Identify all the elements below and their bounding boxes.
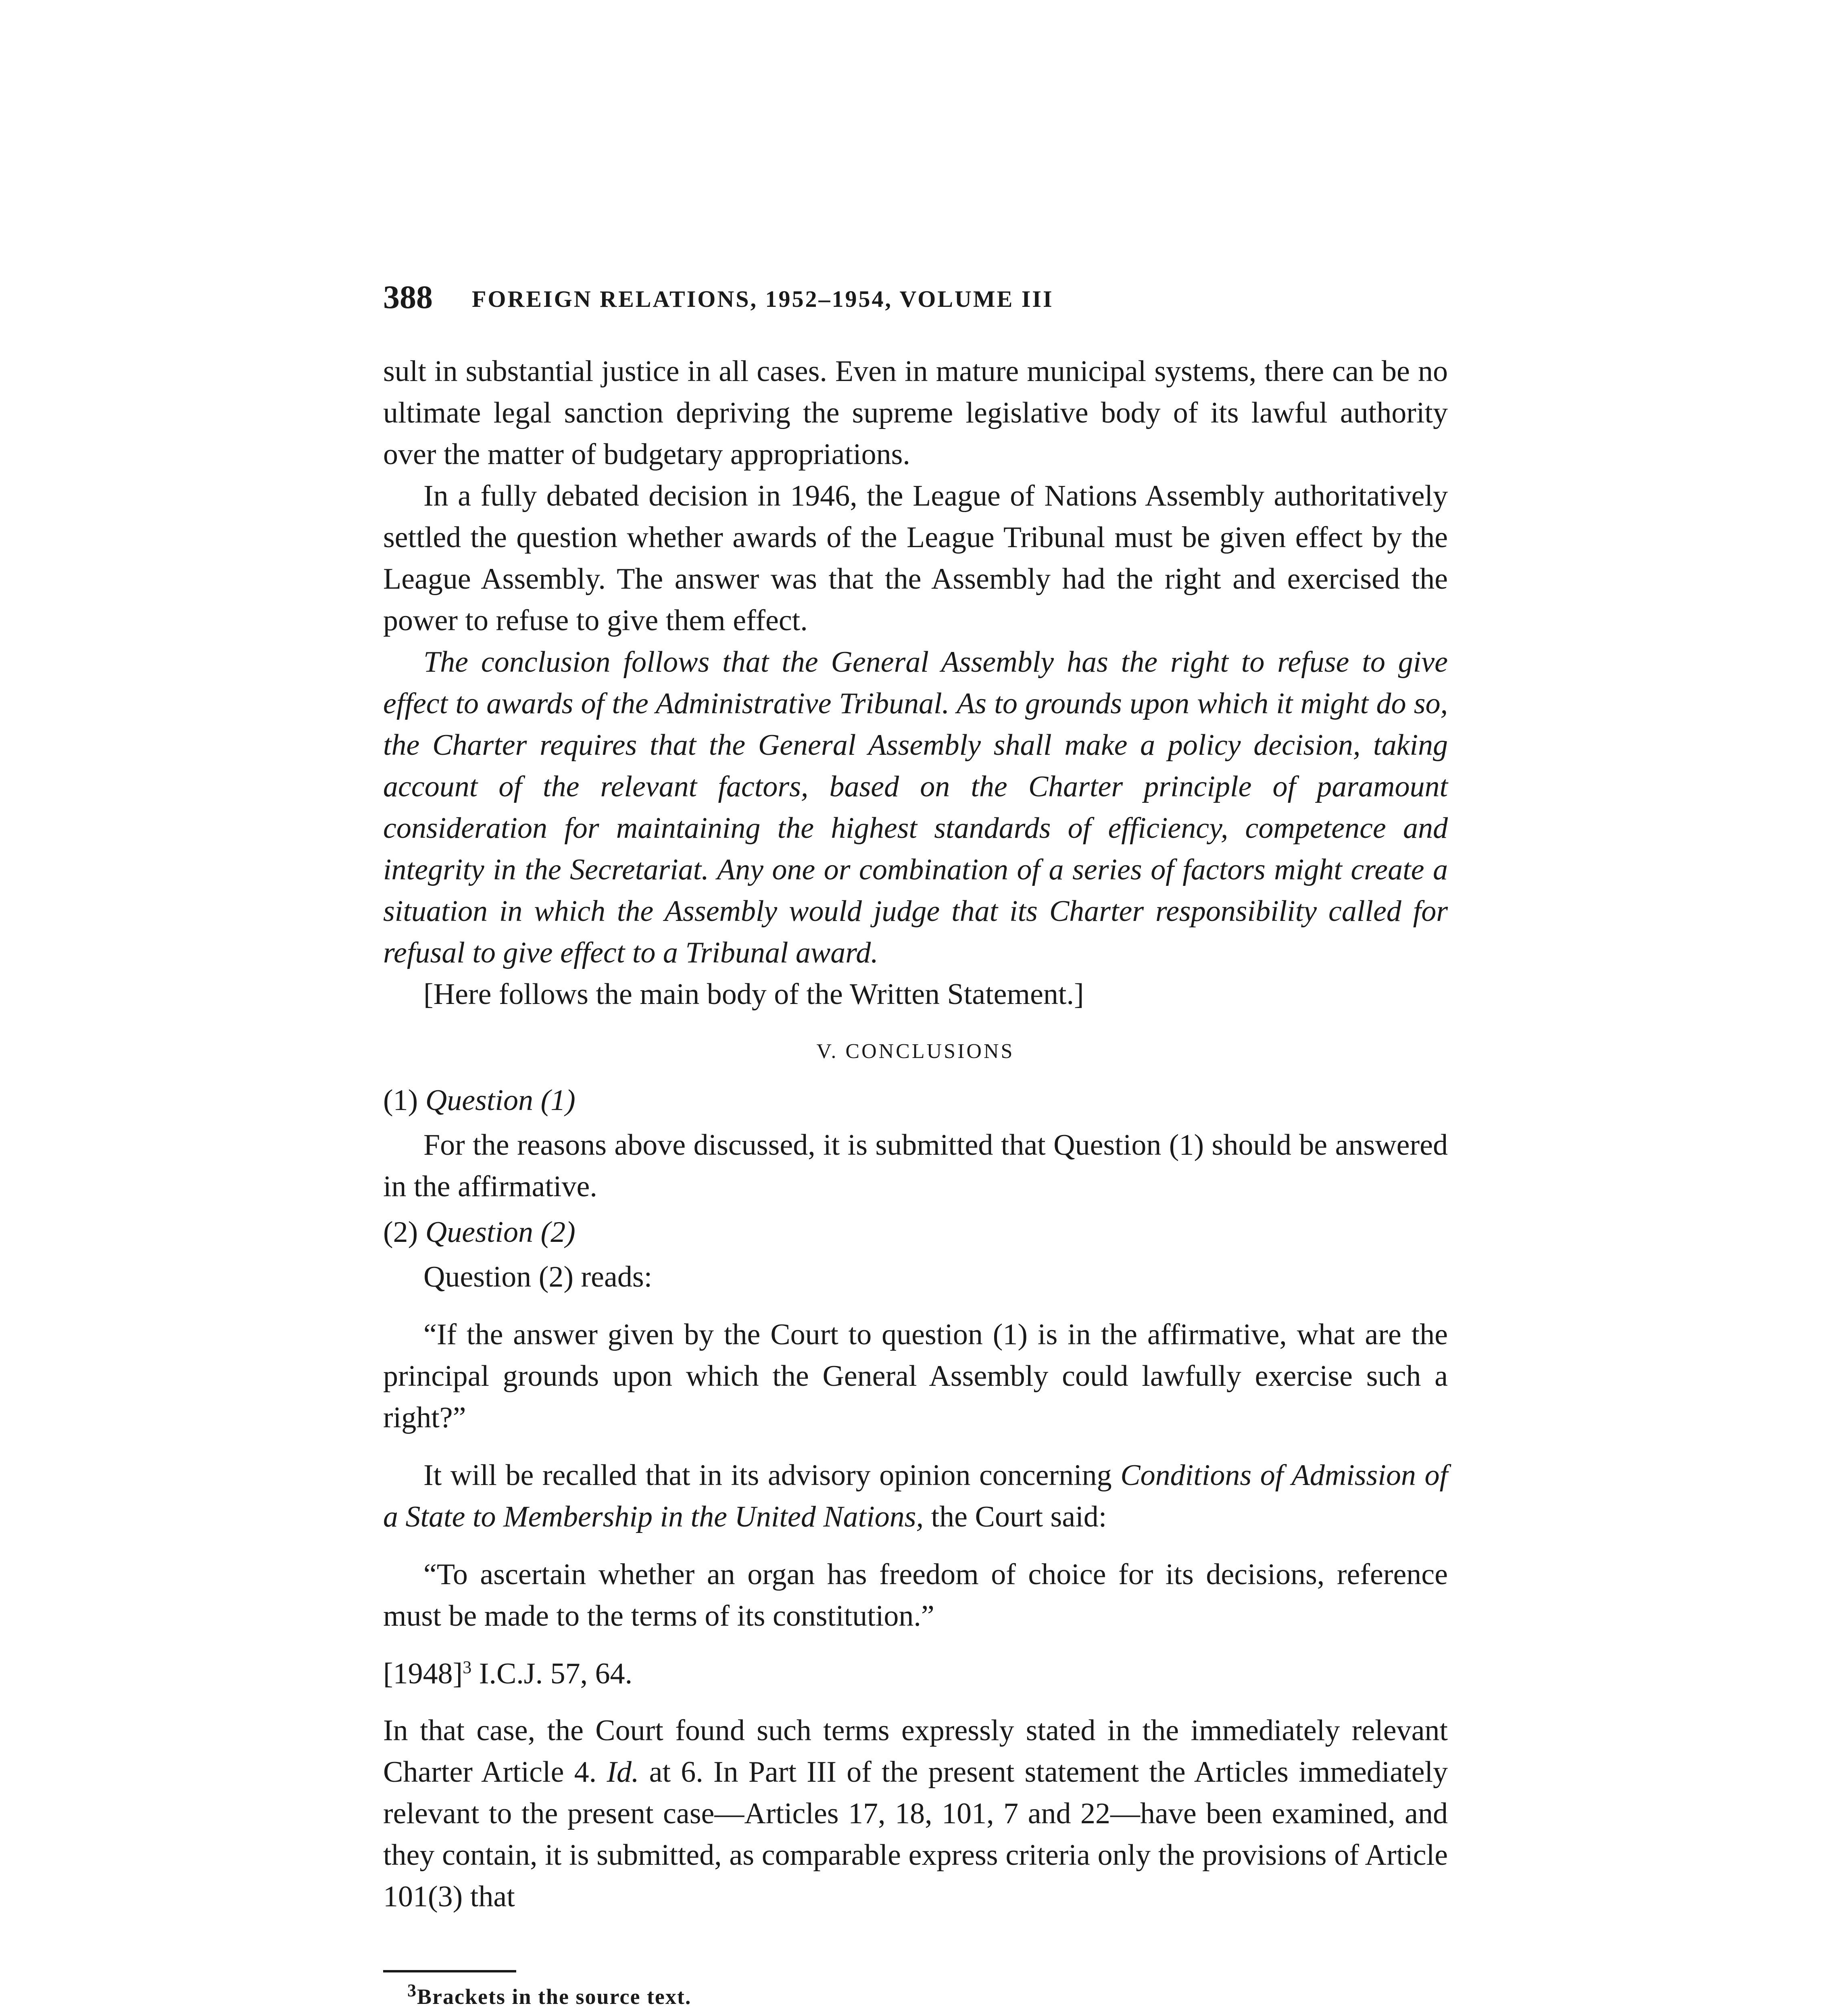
running-header — [383, 278, 1448, 327]
question-1-heading — [383, 1080, 1448, 1121]
question-1-number: (1) — [383, 1084, 418, 1117]
document-page — [383, 278, 1448, 2013]
paragraph-league-decision: In a fully debated decision in 1946, the League of Nations Assembly authoritatively settled the question whether awards of the League Tribunal must be given effect by the League Assembly. The answer was that the Assembly had the right and exercised the power to refuse to give them effect. — [383, 479, 1448, 637]
question-2-heading — [383, 1212, 1448, 1253]
footnote-divider — [383, 1970, 516, 1972]
paragraph-final — [383, 1710, 1448, 1918]
citation-reporter: I.C.J. 57, 64. — [479, 1657, 633, 1690]
question-1-label: Question (1) — [425, 1084, 576, 1117]
final-id: Id. — [607, 1756, 639, 1789]
section-heading-conclusions: V. CONCLUSIONS — [816, 1040, 1015, 1063]
court-quote: “To ascertain whether an organ has freedom of choice for its decisions, reference must be made to the terms of its constitution.” — [383, 1558, 1448, 1633]
footnote-reference: 3 — [463, 1657, 472, 1677]
footnote-text: Brackets in the source text. — [417, 1985, 692, 2009]
case-title: Conditions of Admission of a State to Membership in the United Nations, — [383, 1459, 1448, 1533]
question-2-intro: Question (2) reads: — [423, 1260, 653, 1293]
recall-text-start: It will be recalled that in its advisory opinion concerning — [423, 1459, 1112, 1492]
citation-year: [1948] — [383, 1657, 463, 1690]
footnote — [383, 1981, 1448, 2013]
page-number: 388 — [383, 279, 433, 315]
paragraph-continuation: sult in substantial justice in all cases. Even in mature municipal systems, there can be no ultimate legal sanction depriving the supreme legislative body of its lawful authority over the matter of budgetary appropriations. — [383, 355, 1448, 471]
final-text-start: In that case, the Court found such terms expressly stated in the immediately relevant Charter Article 4. — [383, 1714, 1448, 1789]
final-text-end: at 6. In Part III of the present statement the Articles immediately relevant to the present case—Articles 17, 18, 101, 7 and 22—have been examined, and they contain, it is submitted, as comparable express criteria only the provisions of Article 101(3) that — [383, 1756, 1448, 1913]
footnote-mark: 3 — [407, 1981, 417, 2000]
question-1-text: For the reasons above discussed, it is submitted that Question (1) should be answered in the affirmative. — [383, 1129, 1448, 1203]
paragraph-recall — [383, 1455, 1448, 1538]
paragraph-conclusion-italic: The conclusion follows that the General Assembly has the right to refuse to give effect to awards of the Administrative Tribunal. As to grounds upon which it might do so, the Charter requires that the General Assembly shall make a policy decision, taking account of the relevant factors, based on the Charter principle of paramount consideration for maintaining the highest standards of efficiency, competence and integrity in the Secretariat. Any one or combination of a series of factors might create a situation in which the Assembly would judge that its Charter responsibility called for refusal to give effect to a Tribunal award. — [383, 646, 1448, 969]
running-title: FOREIGN RELATIONS, 1952–1954, VOLUME III — [472, 286, 1054, 312]
question-2-number: (2) — [383, 1216, 418, 1249]
question-2-label: Question (2) — [425, 1216, 576, 1249]
recall-text-end: the Court said: — [931, 1500, 1107, 1533]
editorial-note: [Here follows the main body of the Written Statement.] — [423, 978, 1084, 1011]
question-2-quote: “If the answer given by the Court to question (1) is in the affirmative, what are the principal grounds upon which the General Assembly could lawfully exercise such a right?” — [383, 1318, 1448, 1434]
citation — [383, 1653, 1448, 1695]
